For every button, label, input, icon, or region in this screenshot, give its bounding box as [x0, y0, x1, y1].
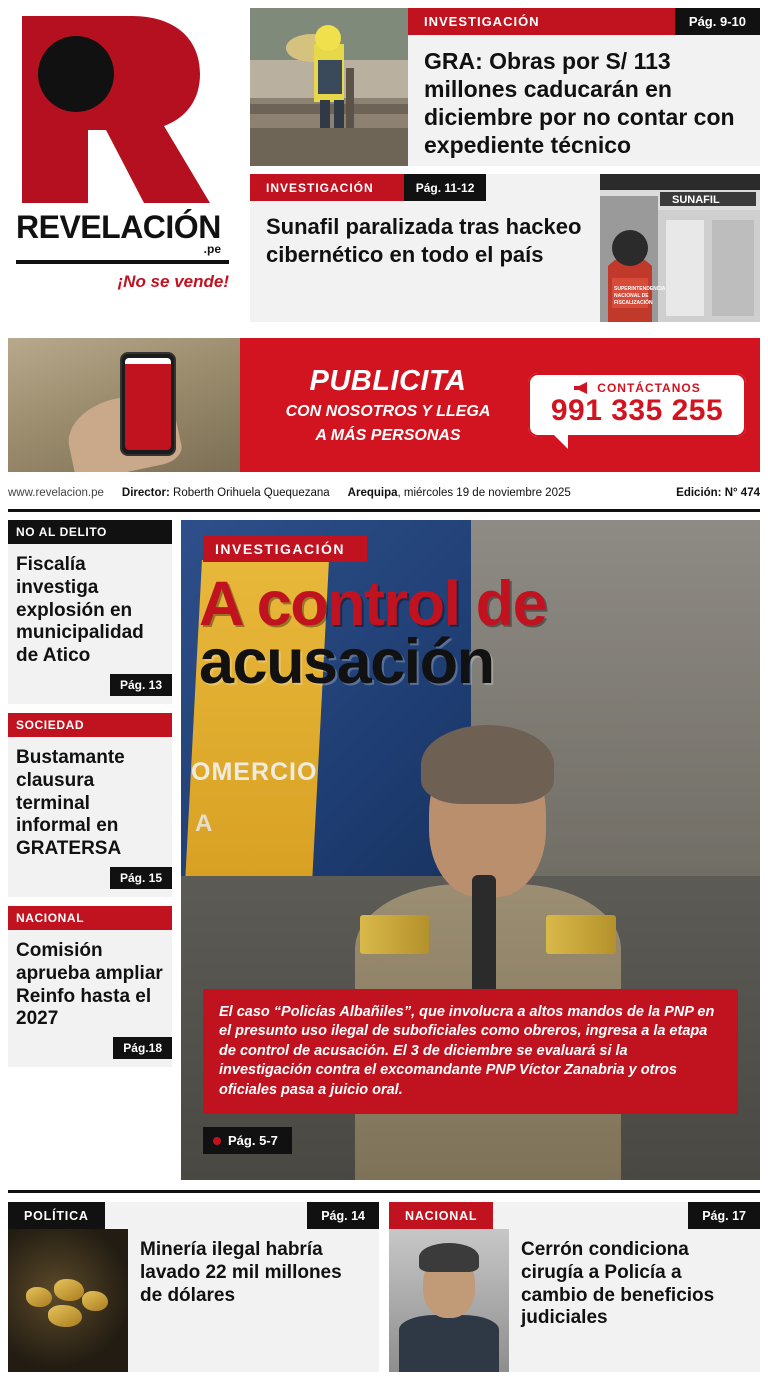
- top-story-2-photo: [600, 174, 760, 322]
- ad-phone-shape: [120, 352, 176, 456]
- sidebar-item-2-kicker: NACIONAL: [8, 906, 172, 930]
- sidebar-item-1-kicker: SOCIEDAD: [8, 713, 172, 737]
- ad-contact-row: [538, 381, 736, 395]
- bottom-story-politica[interactable]: [8, 1202, 379, 1372]
- masthead: [0, 0, 768, 330]
- sidebar-item-0-headline[interactable]: Fiscalía investiga explosión en municipalidad de Atico: [16, 554, 144, 667]
- website-url[interactable]: www.revelacion.pe: [8, 486, 104, 499]
- gold-nugget-4: [48, 1305, 82, 1327]
- ad-phone-number[interactable]: 991 335 255: [550, 394, 724, 428]
- director-name: Roberth Orihuela Quequezana: [173, 486, 330, 499]
- logo-rule: [16, 260, 229, 264]
- lead-title-line2: acusación: [199, 626, 494, 697]
- top-story-1[interactable]: [250, 8, 760, 166]
- director-label: Director:: [121, 486, 170, 499]
- sidebar-item-1-headline[interactable]: Bustamante clausura terminal informal en GRATERSA: [16, 746, 125, 860]
- top-story-2-header-fill: [486, 174, 600, 201]
- officer-epaulet-right: [546, 915, 615, 955]
- microphone-icon: [472, 875, 496, 1008]
- portrait-body: [399, 1315, 500, 1372]
- top-story-2-header: [250, 174, 600, 201]
- photo-backdrop-text-1: OMERCIO: [191, 757, 318, 786]
- sidebar-item-1-page[interactable]: Pág. 15: [110, 867, 172, 889]
- sidebar-item-sociedad[interactable]: [8, 713, 172, 897]
- lead-story-summary: El caso “Policías Albañiles”, que involucra a altos mandos de la PNP en el presunto uso ilegal de suboficiales como obreros, ingresa a la etapa de control de acusación. El 3 de diciembre se evaluará si la investigación contra el excomandante PNP Víctor Zanabria y otros oficiales pasa a juicio oral.: [203, 989, 738, 1114]
- top-story-1-header: [408, 8, 760, 35]
- sidebar-item-0-page[interactable]: Pág. 13: [110, 674, 172, 696]
- bottom-divider: [8, 1190, 760, 1193]
- bottom-story-0-header: [8, 1202, 379, 1229]
- gold-nugget-1: [26, 1287, 52, 1307]
- lead-title-line1: A control de: [199, 569, 547, 639]
- officer-hair: [421, 725, 554, 805]
- main-content: [8, 520, 760, 1180]
- megaphone-icon: [573, 382, 591, 394]
- photo-backdrop-text-2: A: [195, 810, 213, 838]
- sidebar-item-2-headline[interactable]: Comisión aprueba ampliar Reinfo hasta el 2027: [16, 939, 163, 1030]
- svg-text:SUNAFIL: SUNAFIL: [672, 194, 720, 206]
- bottom-story-1-photo: [389, 1229, 509, 1372]
- sidebar-item-0-kicker: NO AL DELITO: [8, 520, 172, 544]
- ad-title: PUBLICITA: [309, 364, 467, 397]
- top-story-2-page[interactable]: Pág. 11-12: [404, 174, 487, 201]
- gold-nugget-2: [54, 1279, 84, 1301]
- ad-subtitle-line2: A MÁS PERSONAS: [315, 426, 461, 444]
- bottom-story-0-photo: [8, 1229, 128, 1372]
- bottom-story-1-header-fill: [493, 1202, 688, 1229]
- lead-story-page-label: Pág. 5-7: [228, 1133, 278, 1148]
- bottom-stories: [8, 1202, 760, 1372]
- bottom-story-0-kicker: POLÍTICA: [8, 1202, 105, 1229]
- svg-text:NACIONAL DE: NACIONAL DE: [614, 293, 649, 299]
- logo-slogan: ¡No se vende!: [117, 272, 229, 291]
- sidebar-item-nacional[interactable]: [8, 906, 172, 1067]
- lead-story-kicker: INVESTIGACIÓN: [203, 536, 367, 562]
- sidebar-item-0-page-wrap: [8, 674, 172, 704]
- ad-photo: [8, 338, 240, 472]
- sidebar-item-2-page[interactable]: Pág.18: [113, 1037, 172, 1059]
- sidebar-item-2-page-wrap: [8, 1037, 172, 1067]
- sidebar-item-1-page-wrap: [8, 867, 172, 897]
- logo-domain-suffix: .pe: [203, 242, 221, 256]
- officer-epaulet-left: [360, 915, 429, 955]
- portrait-hair: [419, 1243, 479, 1272]
- top-story-2-kicker: INVESTIGACIÓN: [250, 174, 404, 201]
- gold-nugget-3: [82, 1291, 108, 1311]
- lead-story-title[interactable]: [199, 569, 749, 697]
- edition-number: Edición: N° 474: [676, 486, 760, 499]
- info-bar: [8, 482, 760, 512]
- ad-contact-box[interactable]: [528, 373, 746, 437]
- top-story-1-page[interactable]: Pág. 9-10: [675, 8, 760, 35]
- bottom-story-0-page[interactable]: Pág. 14: [307, 1202, 379, 1229]
- bottom-story-1-headline[interactable]: Cerrón condiciona cirugía a Policía a cambio de beneficios judiciales: [521, 1239, 715, 1329]
- bottom-story-1-header: [389, 1202, 760, 1229]
- top-story-1-headline[interactable]: GRA: Obras por S/ 113 millones caducarán en diciembre por no contar con expediente técnico: [424, 48, 735, 159]
- top-story-2-headline[interactable]: Sunafil paralizada tras hackeo cibernético en todo el país: [266, 214, 582, 267]
- bottom-story-1-page[interactable]: Pág. 17: [688, 1202, 760, 1229]
- svg-text:FISCALIZACIÓN: FISCALIZACIÓN: [614, 300, 653, 306]
- top-stories: [244, 8, 760, 330]
- bottom-story-1-kicker: NACIONAL: [389, 1202, 493, 1229]
- top-story-1-photo: [250, 8, 408, 166]
- sidebar: [8, 520, 172, 1180]
- issue-date: , miércoles 19 de noviembre 2025: [397, 486, 571, 499]
- bottom-story-1-body: [389, 1229, 760, 1372]
- ad-phone-screen: [125, 358, 171, 450]
- svg-text:SUPERINTENDENCIA: SUPERINTENDENCIA: [614, 286, 666, 292]
- logo-block[interactable]: [8, 8, 244, 330]
- sidebar-item-no-al-delito[interactable]: [8, 520, 172, 704]
- top-story-1-kicker: INVESTIGACIÓN: [408, 8, 675, 35]
- bullet-dot-icon: [213, 1137, 221, 1145]
- top-story-2[interactable]: [250, 174, 760, 322]
- bottom-story-0-body: [8, 1229, 379, 1372]
- advertisement-banner[interactable]: [8, 338, 760, 472]
- bottom-story-0-headline[interactable]: Minería ilegal habría lavado 22 mil millones de dólares: [140, 1239, 342, 1306]
- ad-subtitle-line1: CON NOSOTROS Y LLEGA: [285, 402, 491, 420]
- lead-story[interactable]: [181, 520, 760, 1180]
- ad-contact-label: CONTÁCTANOS: [597, 381, 701, 396]
- ad-text-block: [240, 365, 528, 446]
- lead-story-page[interactable]: [203, 1127, 292, 1154]
- logo-wordmark: REVELACIÓN: [16, 209, 221, 245]
- city-label: Arequipa: [347, 486, 398, 499]
- bottom-story-0-header-fill: [105, 1202, 307, 1229]
- revelacion-r-logo-icon: [14, 12, 214, 207]
- bottom-story-nacional[interactable]: [389, 1202, 760, 1372]
